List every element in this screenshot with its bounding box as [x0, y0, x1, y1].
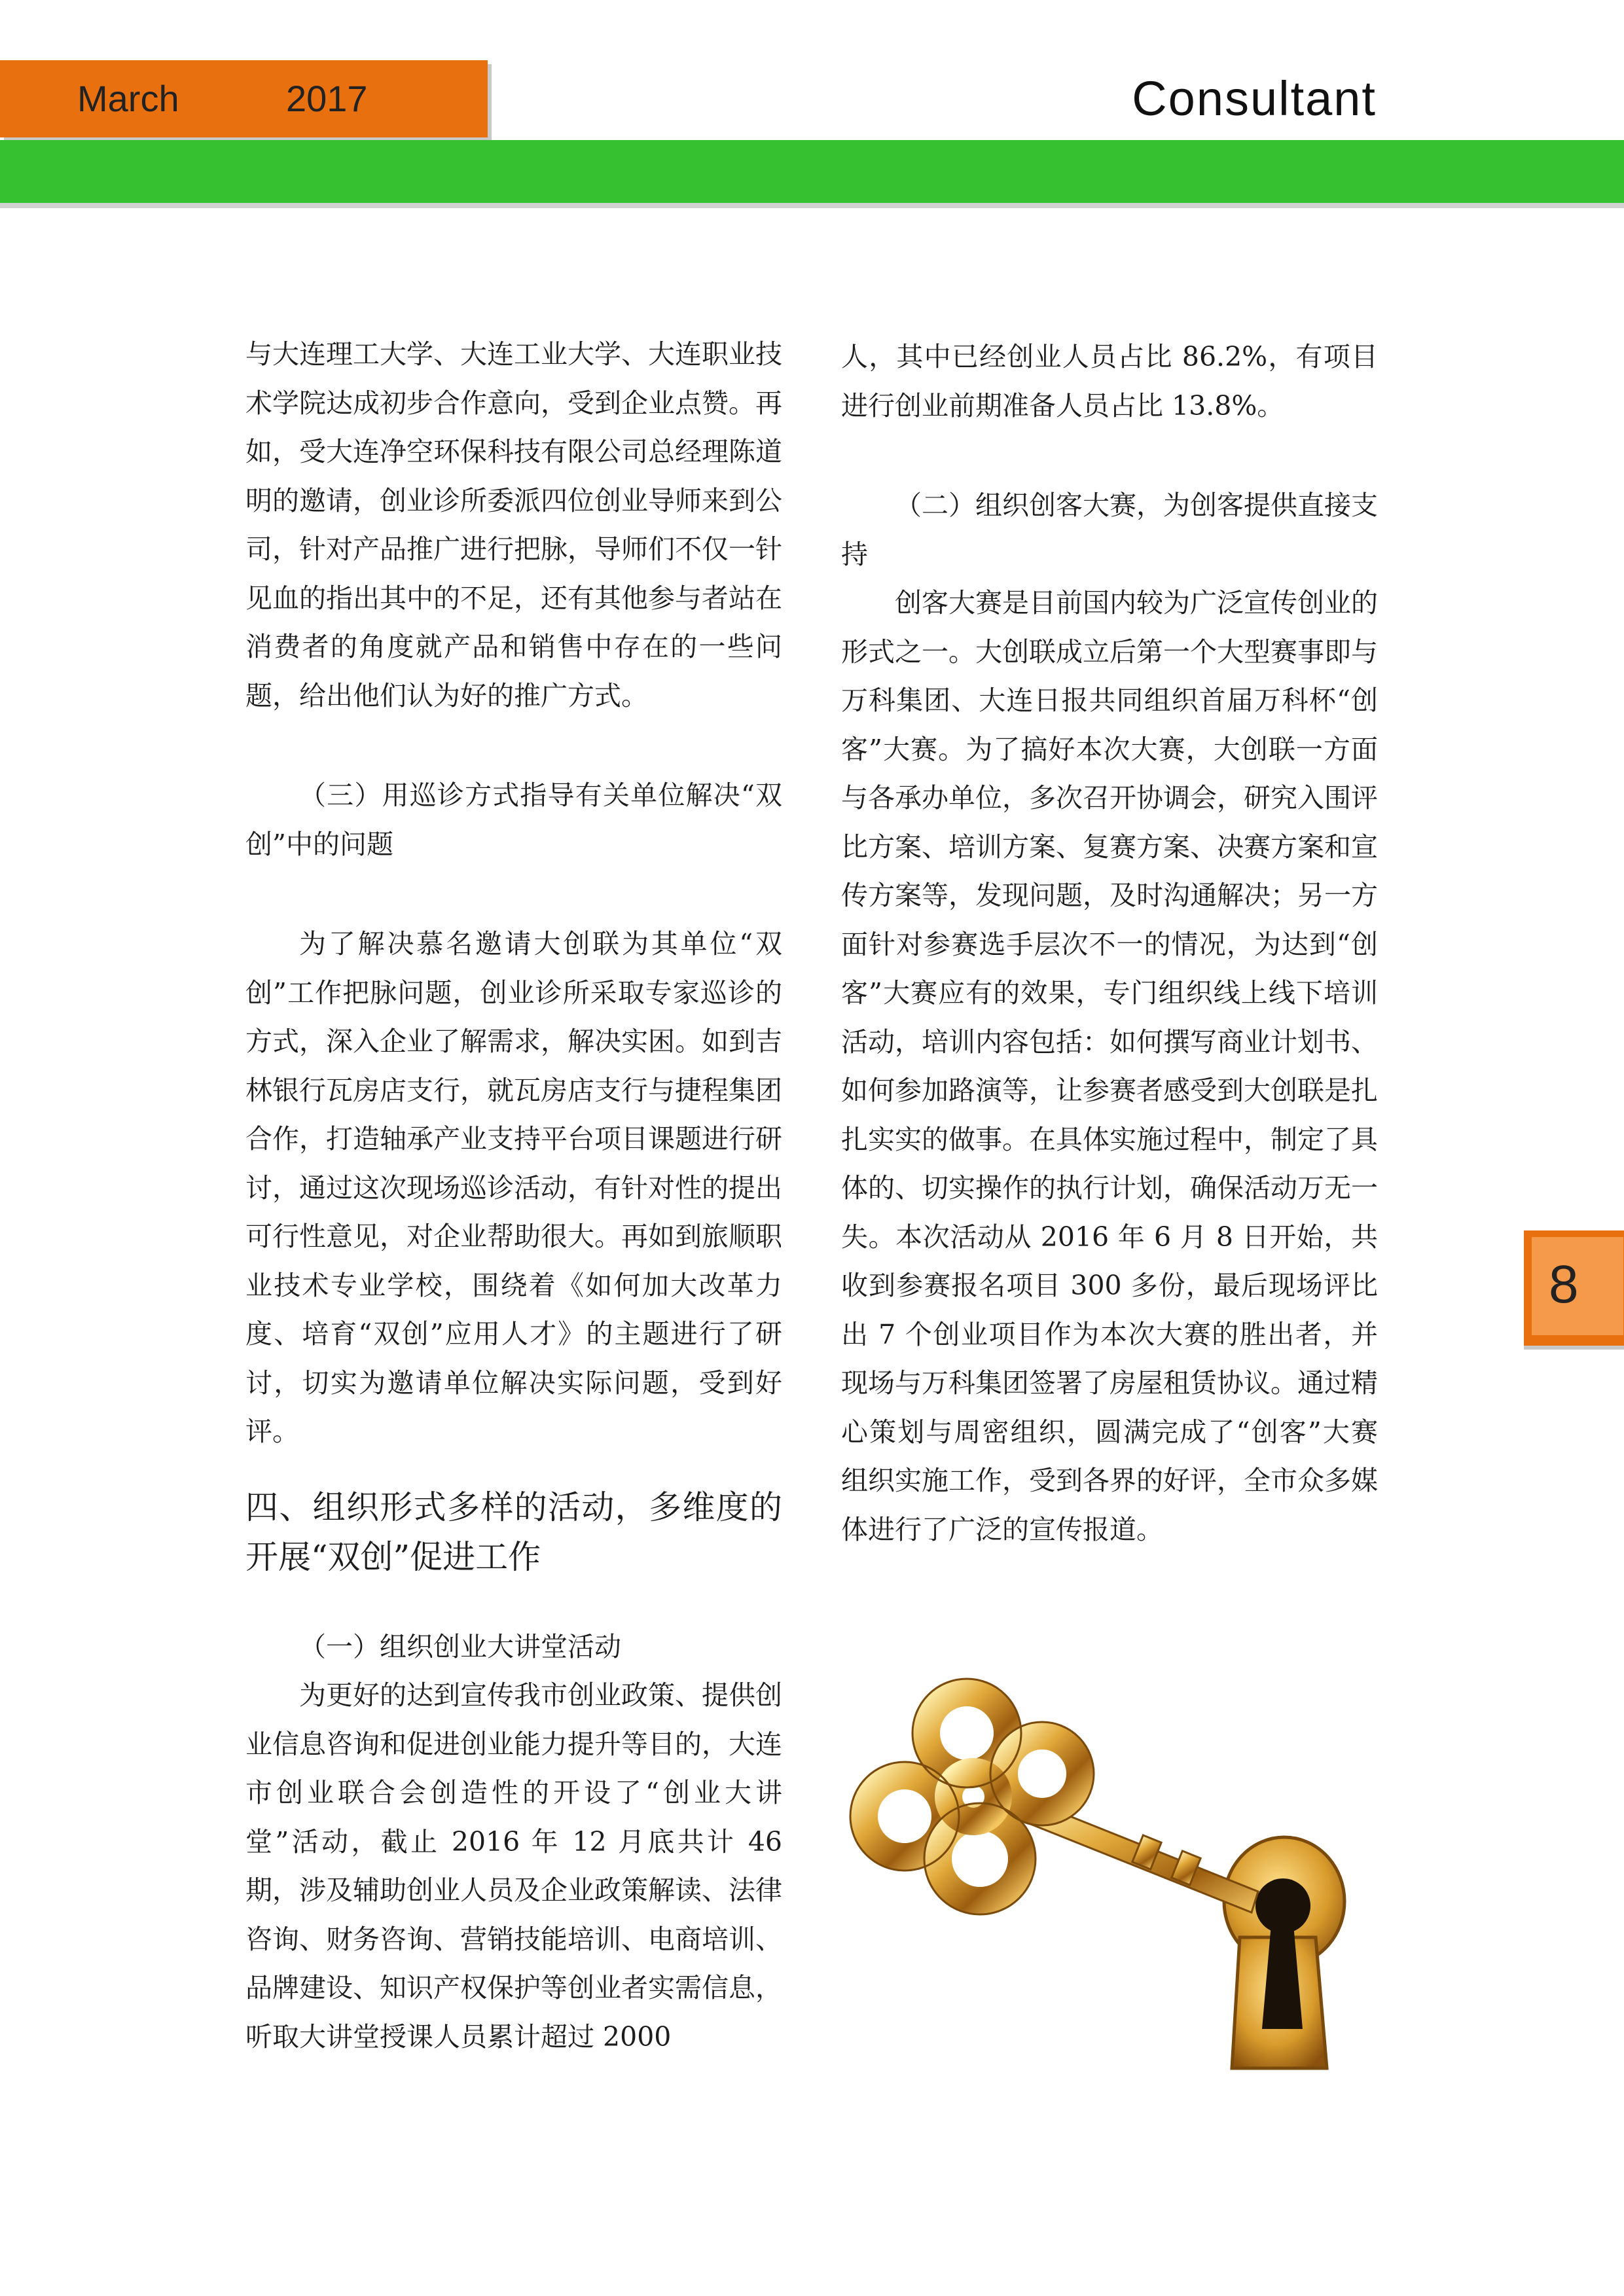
magazine-title: Consultant: [1132, 71, 1377, 126]
page-number-tab: [1524, 1230, 1624, 1346]
header-green-bar: [0, 140, 1624, 208]
page-number: 8: [1549, 1255, 1579, 1314]
subheading: （一）组织创业大讲堂活动: [299, 1630, 621, 1662]
left-column: [245, 330, 782, 2061]
paragraph: 与大连理工大学、大连工业大学、大连职业技术学院达成初步合作意向，受到企业点赞。再如，受大连净空环保科技有限公司总经理陈道明的邀请，创业诊所委派四位创业导师来到公司，针对产品推广进行把脉，导师们不仅一针见血的指出其中的不足，还有其他参与者站在消费者的角度就产品和销售中存在的一些问题，给出他们认为好的推广方式。: [245, 338, 782, 711]
keyhole-plate: [1224, 1837, 1344, 2068]
subheading: （三）用巡诊方式指导有关单位解决“双创”中的问题: [245, 780, 782, 860]
paragraph: 创客大赛是目前国内较为广泛宣传创业的形式之一。大创联成立后第一个大型赛事即与万科集团、大连日报共同组织首届万科杯“创客”大赛。为了搞好本次大赛，大创联一方面与各承办单位，多次召开协调会，研究入围评比方案、培训方案、复赛方案、决赛方案和宣传方案等，发现问题，及时沟通解决；另一方面针对参赛选手层次不一的情况，为达到“创客”大赛应有的效果，专门组织线上线下培训活动，培训内容包括：如何撰写商业计划书、如何参加路演等，让参赛者感受到大创联是扎扎实实的做事。在具体实施过程中，制定了具体的、切实操作的执行计划，确保活动万无一失。本次活动从 2016 年 6 月 8 日开始，共收到参赛报名项目 300 多份，最后现场评比出 7 个创业项目作为本次大赛的胜出者，并现场与万科集团签署了房屋租赁协议。通过精心策划与周密组织，圆满完成了“创客”大赛组织实施工作，受到各界的好评，全市众多媒体进行了广泛的宣传报道。: [841, 587, 1378, 1545]
subheading: （二）组织创客大赛，为创客提供直接支持: [841, 490, 1378, 570]
paragraph: 人，其中已经创业人员占比 86.2%，有项目进行创业前期准备人员占比 13.8%。: [841, 341, 1378, 422]
section-heading: 四、组织形式多样的活动，多维度的开展“双创”促进工作: [245, 1488, 782, 1576]
issue-month: March: [77, 78, 179, 119]
right-column: [841, 332, 1378, 1554]
issue-date-tab: [0, 60, 488, 137]
paragraph: 为了解决慕名邀请大创联为其单位“双创”工作把脉问题，创业诊所采取专家巡诊的方式，深入企业了解需求，解决实困。如到吉林银行瓦房店支行，就瓦房店支行与捷程集团合作，打造轴承产业支持平台项目课题进行研讨，通过这次现场巡诊活动，有针对性的提出可行性意见，对企业帮助很大。再如到旅顺职业技术专业学校，围绕着《如何加大改革力度、培育“双创”应用人才》的主题进行了研讨，切实为邀请单位解决实际问题，受到好评。: [245, 928, 782, 1447]
issue-year: 2017: [286, 78, 368, 119]
paragraph: 为更好的达到宣传我市创业政策、提供创业信息咨询和促进创业能力提升等目的，大连市创业联合会创造性的开设了“创业大讲堂”活动，截止 2016 年 12 月底共计 46 期，涉及辅助创业人员及企业政策解读、法律咨询、财务咨询、营销技能培训、电商培训、品牌建设、知识产权保护等创业者实需信息，听取大讲堂授课人员累计超过 2000: [245, 1679, 782, 2053]
golden-key-icon: [839, 1676, 1392, 2081]
